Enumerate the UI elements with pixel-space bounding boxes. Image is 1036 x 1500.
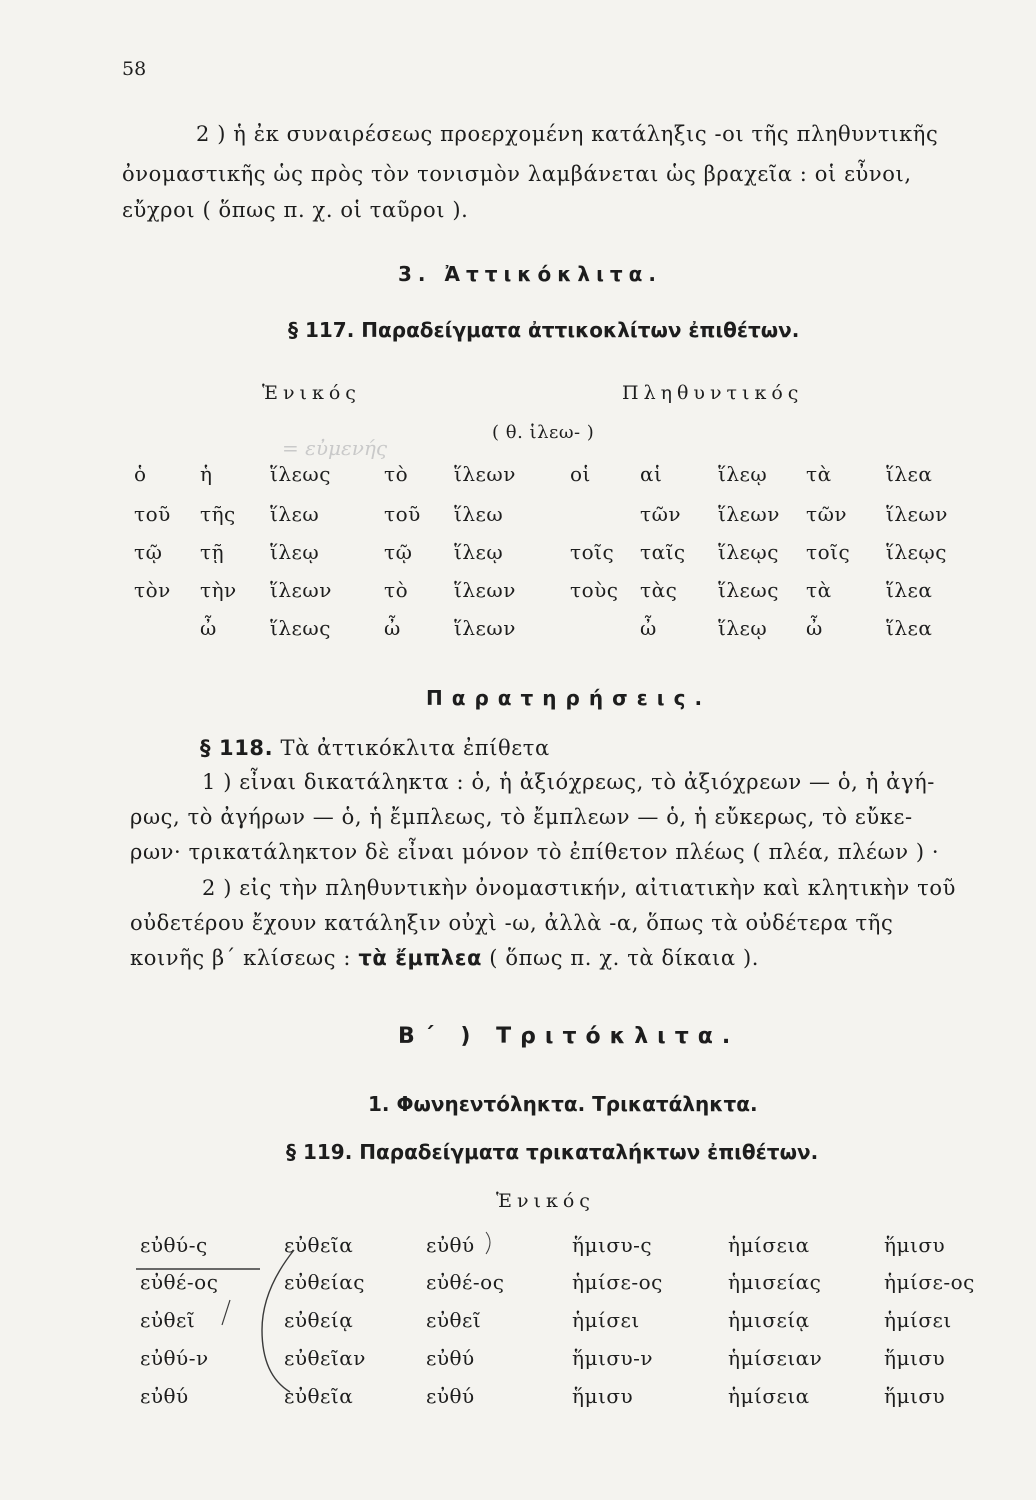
- s117-table-cell: ἵλεως: [270, 616, 331, 640]
- note2-line3: εὔχροι ( ὅπως π. χ. οἱ ταῦροι ).: [122, 198, 469, 222]
- note2-line1: 2 ) ἡ ἐκ συναιρέσεως προερχομένη κατάληξις -οι τῆς πληθυντικῆς: [196, 122, 939, 146]
- s119-table-cell: ἡμίσει: [572, 1308, 640, 1332]
- s117-table-cell: ἵλεα: [886, 616, 933, 640]
- slash-mark: [222, 1300, 230, 1325]
- s117-table-cell: τὰ: [806, 578, 832, 602]
- page-number: 58: [122, 58, 147, 80]
- s117-table-cell: ἵλεω: [454, 502, 504, 526]
- s119-table-cell: εὐθύ-ς: [140, 1233, 208, 1257]
- s119-table-cell: ἡμίσει: [884, 1308, 952, 1332]
- s118-line5: οὐδετέρου ἔχουν κατάληξιν οὐχὶ -ω, ἀλλὰ -α, ὅπως τὰ οὐδέτερα τῆς: [130, 911, 894, 935]
- s119-table-cell: ἡμισείᾳ: [728, 1308, 810, 1332]
- s119-table-cell: ἥμισυ: [572, 1384, 634, 1408]
- s117-table-cell: ἵλεων: [886, 502, 948, 526]
- s117-table-cell: τὸν: [134, 578, 171, 602]
- s119-table-cell: ἥμισυ: [884, 1346, 946, 1370]
- s117-table-cell: τοῖς: [806, 540, 851, 564]
- s117-table-cell: οἱ: [570, 462, 591, 486]
- s117-table-cell: τοῖς: [570, 540, 615, 564]
- s119-table-cell: ἡμίσε-ος: [572, 1270, 663, 1294]
- sectionB-title: Β´ ) Τριτόκλιτα.: [398, 1024, 740, 1049]
- s118-line2: ρως, τὸ ἀγήρων — ὁ, ἡ ἔμπλεως, τὸ ἔμπλεων — ὁ, ἡ εὔκερως, τὸ εὔκε-: [130, 805, 913, 829]
- s117-table-cell: ὦ: [384, 616, 401, 640]
- s117-table-cell: τῶν: [640, 502, 682, 526]
- s117-table-cell: τὰς: [640, 578, 678, 602]
- s118-number: § 118.: [200, 736, 274, 760]
- s119-table-cell: εὐθεῖα: [284, 1384, 354, 1408]
- s117-table-cell: ἵλεων: [454, 462, 516, 486]
- s119-table-cell: εὐθύ: [140, 1384, 189, 1408]
- s119-table-cell: ἥμισυ: [884, 1384, 946, 1408]
- s117-table-cell: ὦ: [806, 616, 823, 640]
- s119-table-cell: εὐθύ: [426, 1346, 475, 1370]
- s117-table-cell: ἵλεων: [718, 502, 780, 526]
- s117-singular-label: Ἑνικός: [262, 382, 361, 404]
- s117-table-cell: τῷ: [134, 540, 163, 564]
- s117-table-cell: ὁ: [134, 462, 147, 486]
- s117-table-cell: ἵλεων: [270, 578, 332, 602]
- s119-table-cell: εὐθείας: [284, 1270, 365, 1294]
- s119-table-cell: εὐθεῖ: [140, 1308, 196, 1332]
- s117-table-cell: ἵλεῳ: [718, 616, 768, 640]
- s118-line1: 1 ) εἶναι δικατάληκτα : ὁ, ἡ ἀξιόχρεως, τὸ ἀξιόχρεων — ὁ, ἡ ἀγή-: [202, 770, 935, 794]
- s117-table-cell: ἵλεως: [718, 578, 779, 602]
- s117-table-cell: τὸ: [384, 462, 409, 486]
- s117-table-cell: τὸ: [384, 578, 409, 602]
- s119-table-cell: ἡμίσεια: [728, 1384, 810, 1408]
- s119-table-cell: εὐθεῖ: [426, 1308, 482, 1332]
- s117-table-cell: ἵλεως: [270, 462, 331, 486]
- s117-table-cell: αἱ: [640, 462, 663, 486]
- s117-table-cell: ἵλεω: [270, 502, 320, 526]
- note2-line2: ὀνομαστικῆς ὡς πρὸς τὸν τονισμὸν λαμβάνεται ὡς βραχεῖα : οἱ εὖνοι,: [122, 162, 912, 186]
- s117-table-cell: τοὺς: [570, 578, 619, 602]
- s118-line3: ρων· τρικατάληκτον δὲ εἶναι μόνον τὸ ἐπίθετον πλέως ( πλέα, πλέων ) ·: [130, 840, 940, 864]
- s117-table-cell: ἵλεῳ: [454, 540, 504, 564]
- s119-table-cell: εὐθύ: [426, 1384, 475, 1408]
- s117-table-cell: τὰ: [806, 462, 832, 486]
- s117-table-cell: ἡ: [200, 462, 213, 486]
- s119-table-cell: ἡμίσειαν: [728, 1346, 823, 1370]
- s119-table-cell: εὐθύ: [426, 1233, 475, 1257]
- s117-table-cell: ἵλεα: [886, 462, 933, 486]
- observations-title: Παρατηρήσεις.: [426, 686, 712, 710]
- s118-line6-c: ( ὅπως π. χ. τὰ δίκαια ).: [489, 946, 760, 970]
- s119-table-cell: ἡμίσεια: [728, 1233, 810, 1257]
- s117-table-cell: ἵλεῳς: [718, 540, 779, 564]
- s119-table-cell: εὐθείᾳ: [284, 1308, 354, 1332]
- pencil-note: = εὐμενής: [282, 436, 388, 460]
- s119-table-cell: εὐθεῖαν: [284, 1346, 366, 1370]
- s117-title: § 117. Παραδείγματα ἀττικοκλίτων ἐπιθέτων.: [288, 318, 800, 342]
- brace-mark: [486, 1232, 490, 1254]
- s117-table-cell: τῇ: [200, 540, 225, 564]
- s119-title: § 119. Παραδείγματα τρικαταλήκτων ἐπιθέτων.: [286, 1140, 819, 1164]
- s117-table-cell: τὴν: [200, 578, 237, 602]
- s119-table-cell: ἥμισυ-ς: [572, 1233, 653, 1257]
- s118-head-text: Τὰ ἀττικόκλιτα ἐπίθετα: [280, 736, 550, 760]
- s117-table-cell: ὦ: [640, 616, 657, 640]
- s117-table-cell: ἵλεα: [886, 578, 933, 602]
- s119-table-cell: ἥμισυ-ν: [572, 1346, 654, 1370]
- s118-line4: 2 ) εἰς τὴν πληθυντικὴν ὀνομαστικήν, αἰτιατικὴν καὶ κλητικὴν τοῦ: [202, 876, 956, 900]
- s118-line6-a: κοινῆς β´ κλίσεως :: [130, 946, 352, 970]
- s117-table-cell: ἵλεῳ: [270, 540, 320, 564]
- s117-plural-label: Πληθυντικός: [622, 382, 804, 404]
- s119-table-cell: ἡμισείας: [728, 1270, 822, 1294]
- s117-table-cell: τῶν: [806, 502, 848, 526]
- s119-table-cell: ἡμίσε-ος: [884, 1270, 975, 1294]
- section3-title: 3. Ἀττικόκλιτα.: [398, 262, 662, 286]
- s119-table-cell: εὐθεῖα: [284, 1233, 354, 1257]
- s119-singular-label: Ἑνικός: [496, 1190, 595, 1212]
- s117-table-cell: ἵλεῳ: [718, 462, 768, 486]
- s117-stem-note: ( θ. ἱλεω- ): [492, 422, 595, 443]
- s117-table-cell: ἵλεων: [454, 578, 516, 602]
- s117-table-cell: τῷ: [384, 540, 413, 564]
- s119-table-cell: εὐθέ-ος: [426, 1270, 505, 1294]
- s117-table-cell: τοῦ: [134, 502, 171, 526]
- s118-example-bold: τὰ ἔμπλεα: [358, 946, 483, 970]
- s117-table-cell: τῆς: [200, 502, 236, 526]
- s119-table-cell: εὐθέ-ος: [140, 1270, 219, 1294]
- s117-table-cell: ταῖς: [640, 540, 686, 564]
- bracket-mark: [262, 1250, 294, 1392]
- s117-table-cell: ἵλεῳς: [886, 540, 947, 564]
- s117-table-cell: τοῦ: [384, 502, 421, 526]
- s117-table-cell: ἵλεων: [454, 616, 516, 640]
- s119-table-cell: εὐθύ-ν: [140, 1346, 209, 1370]
- s119-table-cell: ἥμισυ: [884, 1233, 946, 1257]
- s117-table-cell: ὦ: [200, 616, 217, 640]
- sub1-title: 1. Φωνηεντόληκτα. Τρικατάληκτα.: [368, 1092, 758, 1116]
